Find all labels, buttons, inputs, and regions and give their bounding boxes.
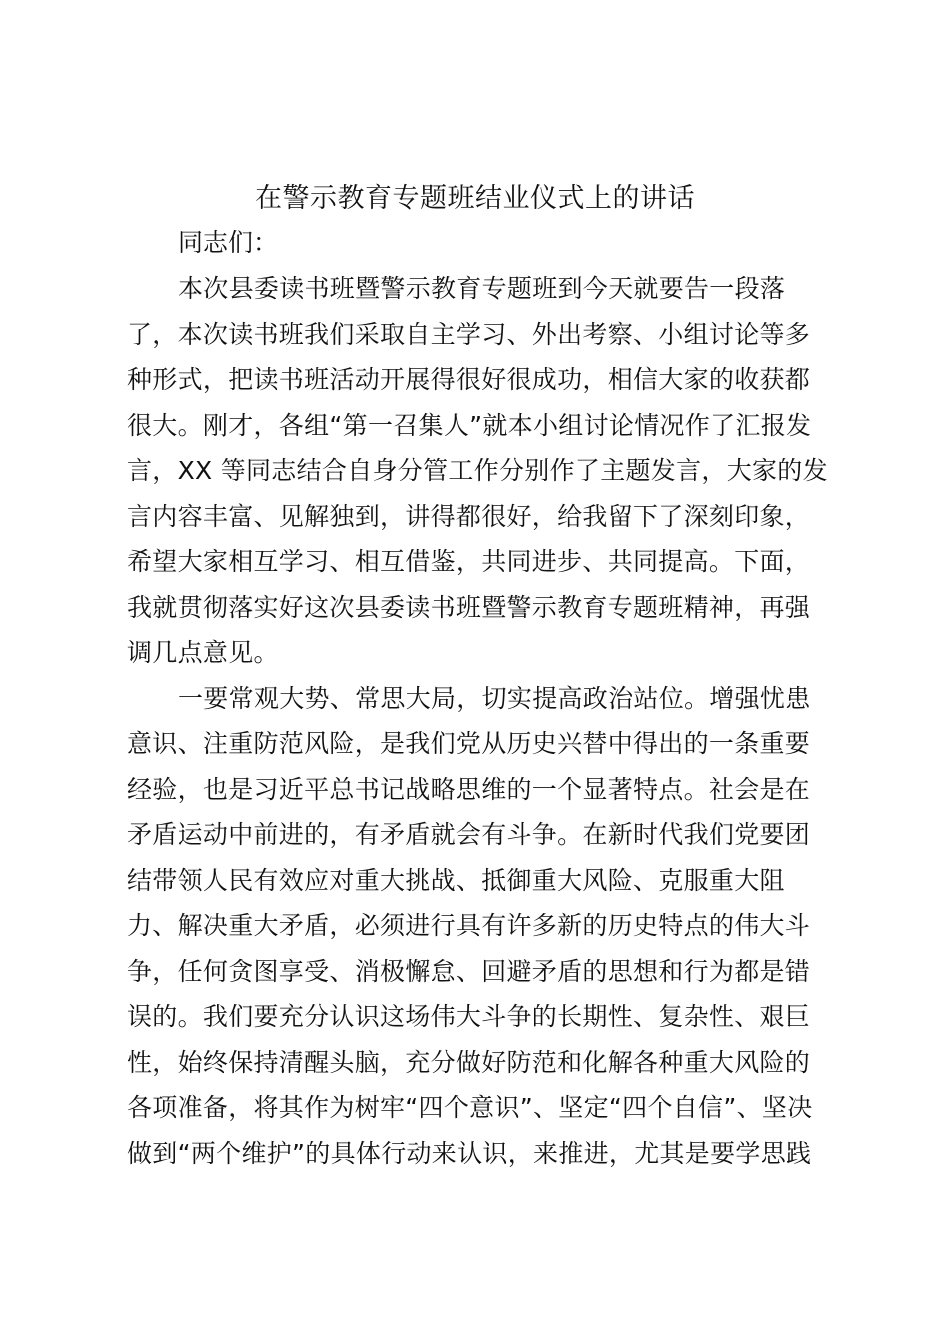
- paragraph-line: 意识、注重防范风险，是我们党从历史兴替中得出的一条重要: [127, 729, 811, 758]
- paragraph-line: 争，任何贪图享受、消极懈怠、回避矛盾的思想和行为都是错: [127, 956, 811, 986]
- paragraph-line: 我就贯彻落实好这次县委读书班暨警示教育专题班精神，再强: [127, 592, 811, 622]
- salutation: 同志们：: [178, 228, 279, 257]
- paragraph-line: 言内容丰富、见解独到，讲得都很好，给我留下了深刻印象，: [127, 501, 811, 531]
- paragraph-line: 做到“两个维护”的具体行动来认识，来推进，尤其是要学思践: [127, 1138, 812, 1168]
- paragraph-line: 言，XX 等同志结合自身分管工作分别作了主题发言，大家的发: [127, 456, 828, 485]
- paragraph-1: [127, 266, 827, 676]
- speech-title: 在警示教育专题班结业仪式上的讲话: [255, 183, 695, 214]
- paragraph-line: 很大。刚才，各组“第一召集人”就本小组讨论情况作了汇报发: [127, 410, 812, 440]
- paragraph-line: 本次县委读书班暨警示教育专题班到今天就要告一段落: [178, 274, 786, 303]
- paragraph-line: 调几点意见。: [127, 638, 279, 667]
- paragraph-line: 各项准备，将其作为树牢“四个意识”、坚定“四个自信”、坚决: [127, 1093, 813, 1122]
- paragraph-line: 种形式，把读书班活动开展得很好很成功，相信大家的收获都: [127, 365, 811, 394]
- paragraph-line: 经验，也是习近平总书记战略思维的一个显著特点。社会是在: [127, 774, 811, 804]
- paragraph-line: 矛盾运动中前进的，有矛盾就会有斗争。在新时代我们党要团: [127, 820, 811, 849]
- paragraph-line: 希望大家相互学习、相互借鉴，共同进步、共同提高。下面，: [127, 547, 811, 576]
- paragraph-line: 误的。我们要充分认识这场伟大斗争的长期性、复杂性、艰巨: [127, 1002, 811, 1031]
- paragraph-line: 结带领人民有效应对重大挑战、抵御重大风险、克服重大阻: [127, 865, 785, 895]
- paragraph-line: 一要常观大势、常思大局，切实提高政治站位。增强忧患: [178, 683, 811, 713]
- paragraph-2: [127, 676, 827, 1177]
- speech-body: [127, 266, 827, 1176]
- paragraph-line: 力、解决重大矛盾，必须进行具有许多新的历史特点的伟大斗: [127, 911, 811, 940]
- paragraph-line: 性，始终保持清醒头脑，充分做好防范和化解各种重大风险的: [127, 1047, 811, 1077]
- paragraph-line: 了，本次读书班我们采取自主学习、外出考察、小组讨论等多: [127, 319, 811, 349]
